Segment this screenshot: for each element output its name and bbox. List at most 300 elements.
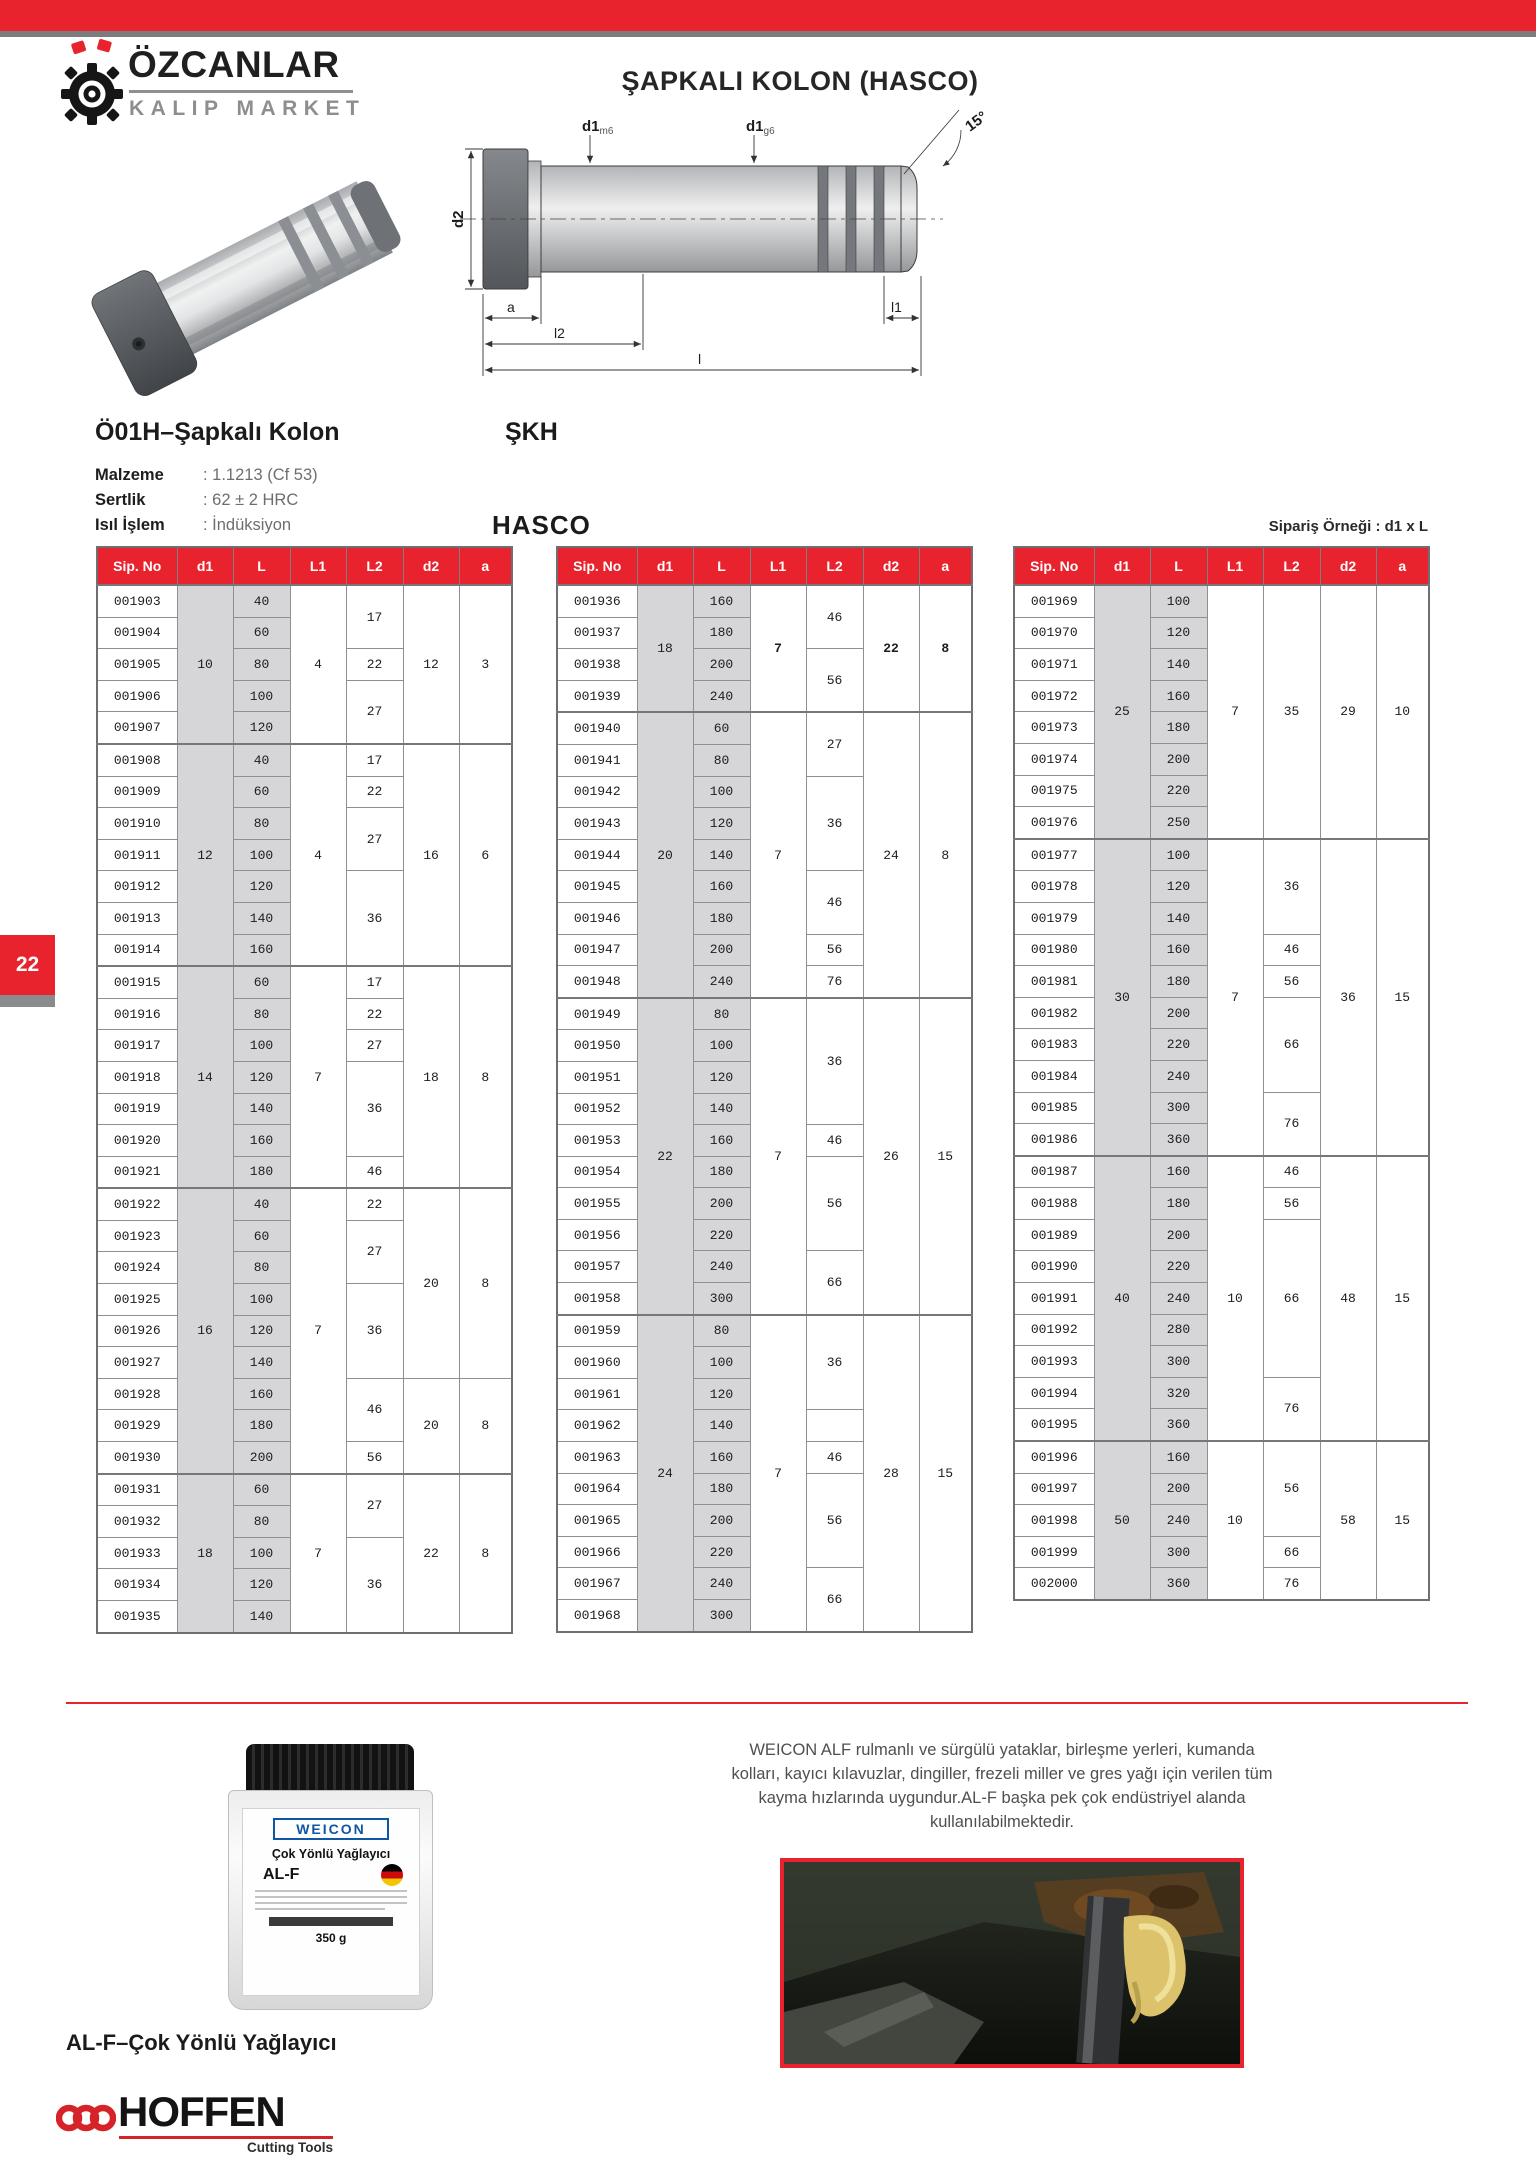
cell-L: 200 — [693, 934, 750, 966]
svg-text:d2: d2 — [450, 210, 467, 228]
cell-sip-no: 001909 — [97, 776, 177, 808]
cell-sip-no: 001912 — [97, 871, 177, 903]
cell-L: 60 — [233, 966, 290, 998]
cell-sip-no: 001919 — [97, 1093, 177, 1125]
cell-d1: 10 — [177, 585, 233, 744]
svg-text:l2: l2 — [554, 325, 565, 341]
cell-sip-no: 001928 — [97, 1378, 177, 1410]
col-header: d2 — [1320, 547, 1376, 585]
cell-L: 240 — [693, 680, 750, 712]
cell-L: 180 — [693, 1473, 750, 1505]
cell-L: 160 — [1150, 934, 1207, 966]
svg-text:l: l — [698, 351, 702, 367]
table-row — [557, 998, 972, 1030]
cell-sip-no: 001942 — [557, 776, 637, 808]
cell: 46 — [806, 585, 863, 649]
cell: 15 — [1376, 839, 1429, 1156]
cell-d1: 25 — [1094, 585, 1150, 839]
table-row — [1014, 839, 1429, 871]
cell-L: 220 — [1150, 775, 1207, 807]
cell-L: 200 — [693, 1505, 750, 1537]
header-row — [557, 547, 972, 585]
cell-L: 180 — [693, 617, 750, 649]
brand-subtitle: KALIP MARKET — [129, 97, 366, 120]
cell-L: 240 — [693, 966, 750, 998]
cell: 3 — [459, 585, 512, 744]
cell-sip-no: 001913 — [97, 902, 177, 934]
cell: 56 — [1263, 966, 1320, 998]
col-header: a — [1376, 547, 1429, 585]
cell-sip-no: 001998 — [1014, 1505, 1094, 1537]
table-row — [97, 744, 512, 776]
cell-L: 300 — [1150, 1346, 1207, 1378]
cell: 28 — [863, 1315, 919, 1632]
cell-L: 80 — [233, 808, 290, 840]
cell-sip-no: 001906 — [97, 680, 177, 712]
cell: 27 — [806, 712, 863, 776]
cell-sip-no: 001927 — [97, 1347, 177, 1379]
cell-L: 160 — [693, 871, 750, 903]
cell: 4 — [290, 585, 346, 744]
cell: 66 — [1263, 997, 1320, 1092]
top-red-bar — [0, 0, 1536, 31]
svg-text:a: a — [507, 299, 515, 315]
col-header: a — [459, 547, 512, 585]
cell-sip-no: 001956 — [557, 1219, 637, 1251]
cell: 46 — [806, 1125, 863, 1157]
cell-sip-no: 001964 — [557, 1473, 637, 1505]
brand-rule — [129, 90, 353, 93]
cell-L: 200 — [693, 649, 750, 681]
cell-sip-no: 001985 — [1014, 1092, 1094, 1124]
cell: 22 — [346, 776, 403, 808]
cell: 66 — [1263, 1536, 1320, 1568]
cell: 35 — [1263, 585, 1320, 839]
alf-product-label: AL-F–Çok Yönlü Yağlayıcı — [66, 2030, 337, 2055]
col-header: L1 — [1207, 547, 1263, 585]
brand-name: ÖZCANLAR — [128, 44, 340, 85]
spec-row: Sertlik : 62 ± 2 HRC — [95, 491, 299, 509]
cell-d1: 30 — [1094, 839, 1150, 1156]
cell: 46 — [1263, 934, 1320, 966]
cell-sip-no: 001926 — [97, 1315, 177, 1347]
jar-product-line: Çok Yönlü Yağlayıcı — [271, 1847, 391, 1861]
footer-brand: HOFFEN — [118, 2088, 285, 2135]
jar-weight: 350 g — [315, 1931, 347, 1945]
cell: 12 — [403, 585, 459, 744]
cell-L: 120 — [1150, 617, 1207, 649]
cell: 56 — [806, 1156, 863, 1251]
cell: 76 — [806, 966, 863, 998]
cell: 7 — [290, 1474, 346, 1633]
cell-L: 160 — [693, 1125, 750, 1157]
col-header: d1 — [637, 547, 693, 585]
cell: 10 — [1207, 1156, 1263, 1441]
cell: 7 — [750, 1315, 806, 1632]
cell: 56 — [1263, 1188, 1320, 1220]
hoffen-rings-icon — [56, 2094, 116, 2142]
jar-batch-band — [269, 1917, 393, 1926]
cell: 46 — [346, 1378, 403, 1441]
spec-list — [95, 463, 318, 538]
cell-L: 160 — [693, 1442, 750, 1474]
cell-L: 200 — [1150, 1219, 1207, 1251]
cell-sip-no: 001978 — [1014, 871, 1094, 903]
cell-L: 160 — [233, 934, 290, 966]
cell: 18 — [403, 966, 459, 1188]
cell: 36 — [346, 1537, 403, 1632]
cell: 15 — [1376, 1156, 1429, 1441]
cell: 6 — [459, 744, 512, 966]
cell-sip-no: 001950 — [557, 1030, 637, 1062]
cell-sip-no: 001934 — [97, 1569, 177, 1601]
cell-sip-no: 001917 — [97, 1030, 177, 1062]
table-row — [1014, 1156, 1429, 1188]
cell: 66 — [1263, 1219, 1320, 1377]
cell: 27 — [346, 808, 403, 871]
cell: 36 — [806, 998, 863, 1125]
top-gray-bar — [0, 31, 1536, 37]
cell-sip-no: 001994 — [1014, 1377, 1094, 1409]
cell — [806, 1410, 863, 1442]
cell: 22 — [403, 1474, 459, 1633]
cell-L: 80 — [693, 998, 750, 1030]
cell-L: 160 — [693, 585, 750, 617]
cell-sip-no: 001957 — [557, 1251, 637, 1283]
page-number-tab: 22 — [0, 935, 55, 995]
cell-L: 140 — [693, 1093, 750, 1125]
cell-L: 320 — [1150, 1377, 1207, 1409]
cell-L: 80 — [233, 649, 290, 681]
cell: 10 — [1376, 585, 1429, 839]
cell-L: 200 — [233, 1442, 290, 1474]
cell: 56 — [806, 1473, 863, 1568]
cell-L: 240 — [1150, 1505, 1207, 1537]
cell: 56 — [806, 934, 863, 966]
cell-L: 140 — [233, 902, 290, 934]
cell-L: 120 — [233, 1061, 290, 1093]
cell-sip-no: 001922 — [97, 1188, 177, 1220]
cell-L: 120 — [1150, 871, 1207, 903]
cell: 56 — [806, 649, 863, 713]
dimension-table-3 — [1013, 546, 1430, 1601]
cell-L: 180 — [1150, 966, 1207, 998]
cell-sip-no: 001910 — [97, 808, 177, 840]
table-row — [97, 1188, 512, 1220]
cell-L: 120 — [233, 1569, 290, 1601]
cell-sip-no: 001905 — [97, 649, 177, 681]
cell-L: 100 — [693, 1030, 750, 1062]
cell-sip-no: 001959 — [557, 1315, 637, 1347]
cell: 7 — [750, 998, 806, 1315]
table-row — [97, 585, 512, 617]
cell-L: 300 — [693, 1283, 750, 1315]
cell-sip-no: 001986 — [1014, 1124, 1094, 1156]
cell-sip-no: 001941 — [557, 744, 637, 776]
cell-L: 120 — [693, 1061, 750, 1093]
col-header: L — [1150, 547, 1207, 585]
cell: 8 — [459, 1474, 512, 1633]
cell: 76 — [1263, 1092, 1320, 1156]
cell-sip-no: 001951 — [557, 1061, 637, 1093]
cell-L: 40 — [233, 744, 290, 776]
cell: 56 — [1263, 1441, 1320, 1536]
cell: 8 — [459, 1378, 512, 1473]
cell: 16 — [403, 744, 459, 966]
cell-sip-no: 001921 — [97, 1156, 177, 1188]
cell-sip-no: 001955 — [557, 1188, 637, 1220]
cell: 22 — [346, 649, 403, 681]
cell-L: 300 — [1150, 1092, 1207, 1124]
col-header: L — [693, 547, 750, 585]
cell: 22 — [346, 1188, 403, 1220]
jar-cap — [246, 1744, 414, 1794]
cell-sip-no: 001983 — [1014, 1029, 1094, 1061]
product-code: ŞKH — [505, 418, 558, 446]
cell-sip-no: 001925 — [97, 1284, 177, 1316]
cell-L: 200 — [693, 1188, 750, 1220]
col-header: L2 — [346, 547, 403, 585]
cell-L: 280 — [1150, 1314, 1207, 1346]
table-row — [557, 712, 972, 744]
cell-sip-no: 001962 — [557, 1410, 637, 1442]
cell: 26 — [863, 998, 919, 1315]
cell-L: 100 — [233, 839, 290, 871]
cell: 8 — [459, 1188, 512, 1378]
jar-fine-print — [255, 1890, 407, 1892]
cell-sip-no: 001943 — [557, 808, 637, 840]
cell-sip-no: 001933 — [97, 1537, 177, 1569]
cell-sip-no: 001916 — [97, 998, 177, 1030]
cell-sip-no: 001948 — [557, 966, 637, 998]
cell-L: 220 — [693, 1219, 750, 1251]
cell-L: 140 — [1150, 902, 1207, 934]
cell-L: 180 — [693, 902, 750, 934]
cell: 7 — [290, 966, 346, 1188]
table-row — [1014, 1441, 1429, 1473]
cell: 36 — [346, 1061, 403, 1156]
col-header: L2 — [806, 547, 863, 585]
cell-L: 140 — [693, 1410, 750, 1442]
cell-sip-no: 001970 — [1014, 617, 1094, 649]
cell: 29 — [1320, 585, 1376, 839]
cell: 17 — [346, 585, 403, 649]
cell-sip-no: 001967 — [557, 1568, 637, 1600]
cell-sip-no: 001939 — [557, 680, 637, 712]
cell-d1: 50 — [1094, 1441, 1150, 1600]
cell-sip-no: 001944 — [557, 839, 637, 871]
cell-L: 200 — [1150, 1473, 1207, 1505]
cell-sip-no: 001997 — [1014, 1473, 1094, 1505]
cell-sip-no: 001930 — [97, 1442, 177, 1474]
cell-d1: 16 — [177, 1188, 233, 1473]
cell: 24 — [863, 712, 919, 997]
cell-sip-no: 001976 — [1014, 807, 1094, 839]
cell-sip-no: 001911 — [97, 839, 177, 871]
cell: 36 — [1263, 839, 1320, 934]
col-header: L1 — [290, 547, 346, 585]
cell-L: 240 — [693, 1251, 750, 1283]
col-header: L1 — [750, 547, 806, 585]
cell-L: 60 — [233, 776, 290, 808]
cell-L: 180 — [693, 1156, 750, 1188]
cell-L: 200 — [1150, 997, 1207, 1029]
cell-L: 160 — [233, 1378, 290, 1410]
col-header: L — [233, 547, 290, 585]
table-row — [97, 966, 512, 998]
col-header: Sip. No — [97, 547, 177, 585]
col-header: a — [919, 547, 972, 585]
cell-L: 80 — [233, 998, 290, 1030]
cell-L: 180 — [1150, 712, 1207, 744]
cell: 20 — [403, 1378, 459, 1473]
cell: 27 — [346, 1030, 403, 1062]
cell: 58 — [1320, 1441, 1376, 1600]
cell: 10 — [1207, 1441, 1263, 1600]
spec-row: Malzeme : 1.1213 (Cf 53) — [95, 466, 318, 484]
jar-label — [242, 1808, 420, 1996]
cell-sip-no: 002000 — [1014, 1568, 1094, 1600]
table-row — [557, 585, 972, 617]
cell-L: 140 — [233, 1093, 290, 1125]
cell-L: 60 — [233, 1220, 290, 1252]
cell-sip-no: 001984 — [1014, 1060, 1094, 1092]
cell-sip-no: 001949 — [557, 998, 637, 1030]
cell: 7 — [1207, 839, 1263, 1156]
cell: 66 — [806, 1251, 863, 1315]
cell-L: 360 — [1150, 1124, 1207, 1156]
product-name: Ö01H–Şapkalı Kolon — [95, 418, 340, 446]
svg-text:d1m6: d1m6 — [582, 118, 614, 137]
cell-sip-no: 001947 — [557, 934, 637, 966]
cell-sip-no: 001954 — [557, 1156, 637, 1188]
cell: 76 — [1263, 1377, 1320, 1441]
cell: 15 — [919, 1315, 972, 1632]
cell-sip-no: 001989 — [1014, 1219, 1094, 1251]
cell-sip-no: 001968 — [557, 1600, 637, 1632]
col-header: d1 — [1094, 547, 1150, 585]
col-header: d1 — [177, 547, 233, 585]
cell-sip-no: 001995 — [1014, 1409, 1094, 1441]
spec-row: Isıl İşlem : İndüksiyon — [95, 516, 292, 534]
cell-L: 60 — [233, 617, 290, 649]
cell-L: 250 — [1150, 807, 1207, 839]
cell: 46 — [1263, 1156, 1320, 1188]
cell-sip-no: 001999 — [1014, 1536, 1094, 1568]
cell-sip-no: 001974 — [1014, 743, 1094, 775]
svg-text:l1: l1 — [891, 299, 902, 315]
cell: 48 — [1320, 1156, 1376, 1441]
cell-sip-no: 001924 — [97, 1252, 177, 1284]
cell: 36 — [1320, 839, 1376, 1156]
cell: 46 — [806, 871, 863, 934]
table-row — [1014, 585, 1429, 617]
cell-L: 140 — [233, 1347, 290, 1379]
cell-sip-no: 001937 — [557, 617, 637, 649]
cell: 7 — [290, 1188, 346, 1473]
cell-sip-no: 001935 — [97, 1601, 177, 1633]
cell: 27 — [346, 1474, 403, 1538]
cell: 22 — [346, 998, 403, 1030]
header-row — [1014, 547, 1429, 585]
cell: 46 — [346, 1156, 403, 1188]
cell-sip-no: 001932 — [97, 1506, 177, 1538]
cell-L: 100 — [1150, 839, 1207, 871]
cell: 8 — [919, 585, 972, 712]
cell-sip-no: 001908 — [97, 744, 177, 776]
col-header: d2 — [863, 547, 919, 585]
cell-L: 140 — [1150, 649, 1207, 681]
cell-sip-no: 001923 — [97, 1220, 177, 1252]
cell-L: 360 — [1150, 1409, 1207, 1441]
cell-sip-no: 001990 — [1014, 1251, 1094, 1283]
cell-sip-no: 001996 — [1014, 1441, 1094, 1473]
cell-sip-no: 001969 — [1014, 585, 1094, 617]
dimension-table-2 — [556, 546, 973, 1633]
cell-sip-no: 001920 — [97, 1125, 177, 1157]
page-tab-shadow — [0, 995, 55, 1007]
cell-sip-no: 001903 — [97, 585, 177, 617]
col-header: Sip. No — [557, 547, 637, 585]
cell-sip-no: 001987 — [1014, 1156, 1094, 1188]
cell-d1: 14 — [177, 966, 233, 1188]
cell-L: 160 — [1150, 1156, 1207, 1188]
cell-sip-no: 001975 — [1014, 775, 1094, 807]
cell-d1: 24 — [637, 1315, 693, 1632]
cell-L: 40 — [233, 1188, 290, 1220]
cell-sip-no: 001952 — [557, 1093, 637, 1125]
cell: 27 — [346, 1220, 403, 1283]
cell-L: 100 — [693, 776, 750, 808]
page-title: ŞAPKALI KOLON (HASCO) — [621, 66, 979, 96]
cell-sip-no: 001958 — [557, 1283, 637, 1315]
cell-L: 80 — [233, 1506, 290, 1538]
col-header: L2 — [1263, 547, 1320, 585]
cell-L: 180 — [233, 1410, 290, 1442]
cell: 46 — [806, 1442, 863, 1474]
cell-L: 60 — [233, 1474, 290, 1506]
cell-L: 80 — [693, 1315, 750, 1347]
cell-sip-no: 001931 — [97, 1474, 177, 1506]
order-example: Sipariş Örneği : d1 x L — [1268, 518, 1428, 535]
cell-L: 140 — [233, 1601, 290, 1633]
cell-d1: 12 — [177, 744, 233, 966]
cell-L: 120 — [233, 1315, 290, 1347]
weicon-jar-image — [228, 1744, 433, 2010]
cell-L: 160 — [1150, 1441, 1207, 1473]
cell: 36 — [346, 1284, 403, 1379]
cell: 17 — [346, 744, 403, 776]
cell-sip-no: 001904 — [97, 617, 177, 649]
cell-d1: 40 — [1094, 1156, 1150, 1441]
cell-L: 100 — [233, 1030, 290, 1062]
col-header: d2 — [403, 547, 459, 585]
cell-sip-no: 001966 — [557, 1536, 637, 1568]
cell-L: 40 — [233, 585, 290, 617]
cell-L: 100 — [233, 1537, 290, 1569]
cell-sip-no: 001946 — [557, 902, 637, 934]
cell-sip-no: 001953 — [557, 1125, 637, 1157]
cell: 7 — [750, 712, 806, 997]
cell: 4 — [290, 744, 346, 966]
cell: 36 — [806, 1315, 863, 1410]
cell: 36 — [346, 871, 403, 966]
cell-sip-no: 001915 — [97, 966, 177, 998]
cell-L: 160 — [1150, 680, 1207, 712]
table-row — [557, 1315, 972, 1347]
cell-sip-no: 001963 — [557, 1442, 637, 1474]
footer-brand-subtitle: Cutting Tools — [247, 2140, 333, 2155]
